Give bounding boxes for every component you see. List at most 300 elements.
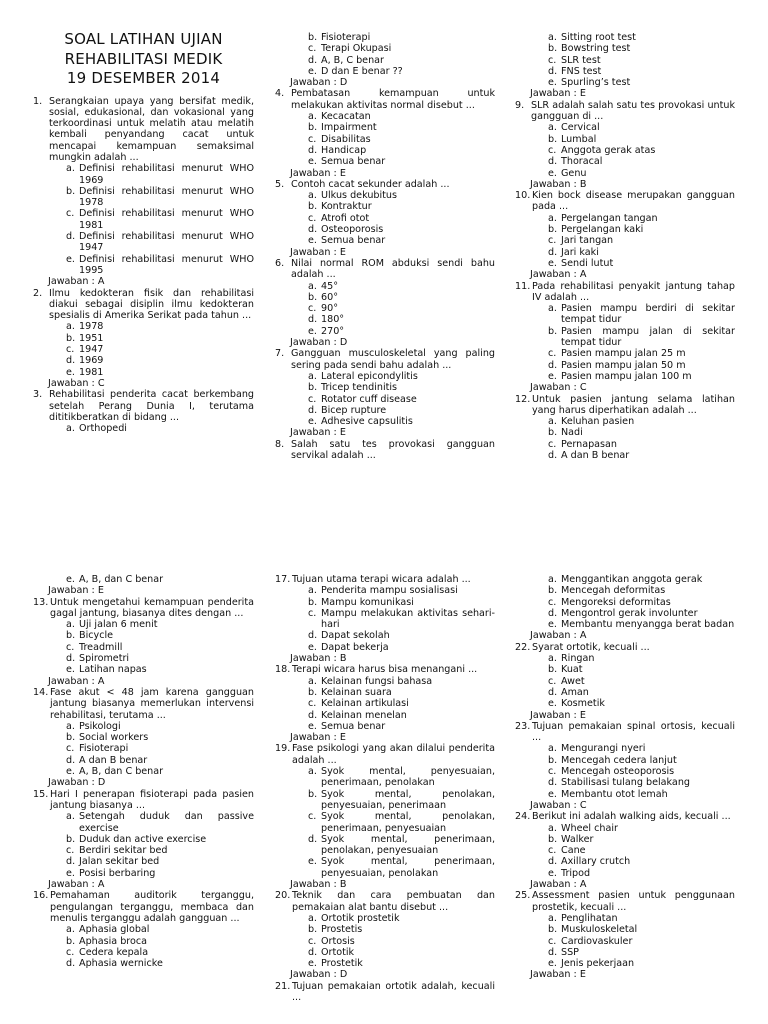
option-letter: a. xyxy=(548,122,557,134)
answer-key: Jawaban : A xyxy=(530,269,587,281)
answer-option xyxy=(308,190,495,201)
option-letter: a. xyxy=(308,585,317,597)
option-text: Axillary crutch xyxy=(561,856,631,868)
answer-option xyxy=(308,43,495,54)
answer-option xyxy=(308,201,495,212)
option-letter: c. xyxy=(66,208,75,220)
answer-option xyxy=(308,913,495,924)
option-text: Psikologi xyxy=(79,720,121,732)
answer-option xyxy=(66,868,254,879)
answer-option xyxy=(548,653,735,664)
option-text: Setengah duduk dan passive exercise xyxy=(79,811,254,834)
answer-option xyxy=(308,145,495,156)
option-letter: e. xyxy=(548,867,557,879)
option-letter: e. xyxy=(548,77,557,89)
answer-option xyxy=(308,111,495,122)
option-text: Kelainan fungsi bahasa xyxy=(321,675,433,687)
option-letter: c. xyxy=(308,43,317,55)
option-letter: b. xyxy=(66,332,76,344)
option-letter: e. xyxy=(66,766,75,778)
option-text: Spirometri xyxy=(79,653,130,665)
answer-key: Jawaban : D xyxy=(290,969,348,981)
option-text: Muskuloskeletal xyxy=(561,924,638,936)
question xyxy=(275,439,495,462)
option-text: 1951 xyxy=(79,332,104,344)
option-letter: a. xyxy=(66,924,75,936)
answer-option xyxy=(548,303,735,326)
option-text: Cervical xyxy=(561,122,600,134)
page-top-half xyxy=(0,30,768,500)
option-text: Pasien mampu jalan 25 m xyxy=(561,348,686,360)
question xyxy=(33,789,254,812)
answer-option xyxy=(548,585,735,596)
option-letter: a. xyxy=(308,111,317,123)
option-letter: b. xyxy=(548,224,558,236)
option-text: Mengurangi nyeri xyxy=(561,743,646,755)
option-letter: b. xyxy=(548,754,558,766)
answer-option xyxy=(548,574,735,585)
option-text: Lumbal xyxy=(561,133,597,145)
option-letter: c. xyxy=(66,845,75,857)
option-text: Social workers xyxy=(79,732,149,744)
option-text: FNS test xyxy=(561,65,602,77)
question-number: 15. xyxy=(33,788,49,800)
option-letter: b. xyxy=(308,596,318,608)
option-letter: d. xyxy=(548,607,558,619)
option-letter: e. xyxy=(308,65,317,77)
answer-key: Jawaban : C xyxy=(48,377,105,389)
option-text: Awet xyxy=(561,675,585,687)
question-text: Berikut ini adalah walking aids, kecuali ... xyxy=(532,811,731,823)
answer-option xyxy=(308,676,495,687)
option-letter: e. xyxy=(308,416,317,428)
option-letter: a. xyxy=(66,321,75,333)
answer-option xyxy=(308,924,495,935)
option-text: Bicep rupture xyxy=(321,404,387,416)
option-text: Menggantikan anggota gerak xyxy=(561,574,703,585)
option-letter: c. xyxy=(308,935,317,947)
question-text: SLR adalah salah satu tes provokasi untuk gangguan di ... xyxy=(531,99,735,123)
answer-option xyxy=(66,231,254,254)
answer-option xyxy=(308,32,495,43)
answer-option xyxy=(548,597,735,608)
option-letter: d. xyxy=(308,946,318,958)
option-letter: d. xyxy=(308,314,318,326)
option-letter: a. xyxy=(66,423,75,435)
question xyxy=(275,258,495,281)
option-letter: b. xyxy=(548,133,558,145)
answer-option xyxy=(548,450,735,461)
question-text: Terapi wicara harus bisa menangani ... xyxy=(292,664,478,676)
option-text: Aman xyxy=(561,686,589,698)
answer-key: Jawaban : E xyxy=(48,585,104,597)
question-number: 3. xyxy=(33,389,43,401)
question-number: 17. xyxy=(275,574,291,585)
question-number: 12. xyxy=(515,393,531,405)
question-number: 14. xyxy=(33,686,49,698)
option-text: Aphasia global xyxy=(79,924,150,936)
question-number: 5. xyxy=(275,178,285,190)
question xyxy=(275,981,495,1004)
answer-option xyxy=(548,145,735,156)
option-text: Thoracal xyxy=(561,156,603,168)
option-letter: a. xyxy=(548,912,557,924)
answer-option xyxy=(548,32,735,43)
answer-option xyxy=(548,936,735,947)
question xyxy=(33,890,254,924)
question xyxy=(33,687,254,721)
answer-option xyxy=(66,208,254,231)
answer-option xyxy=(66,936,254,947)
question-number: 10. xyxy=(515,190,531,202)
answer-option xyxy=(308,235,495,246)
question-text: Fase akut < 48 jam karena gangguan jantung biasanya memerlukan intervensi rehabilitasi, terutama ... xyxy=(50,686,254,721)
option-text: Definisi rehabilitasi menurut WHO 1969 xyxy=(79,163,254,186)
answer-option xyxy=(308,597,495,608)
answer-option xyxy=(66,845,254,856)
option-text: Kelainan suara xyxy=(321,686,392,698)
answer-option xyxy=(308,766,495,789)
option-text: Mengontrol gerak involunter xyxy=(561,607,698,619)
answer-option xyxy=(548,134,735,145)
option-text: Pasien mampu jalan di sekitar tempat tidur xyxy=(561,325,735,349)
question-text: Assessment pasien untuk penggunaan prostetik, kecuali ... xyxy=(532,890,735,913)
option-letter: e. xyxy=(308,325,317,337)
option-letter: c. xyxy=(66,641,75,653)
option-text: Walker xyxy=(561,833,594,845)
option-text: A dan B benar xyxy=(79,754,148,766)
option-letter: a. xyxy=(308,190,317,202)
option-text: Penglihatan xyxy=(561,912,618,924)
option-text: Genu xyxy=(561,167,587,179)
question-text: Pemahaman auditorik terganggu, pengulangan terganggu, membaca dan menulis terganggu adalah gangguan ... xyxy=(50,890,254,924)
option-text: Mampu komunikasi xyxy=(321,596,414,608)
answer-option xyxy=(548,777,735,788)
answer-option xyxy=(66,755,254,766)
answer-option xyxy=(548,156,735,167)
option-text: Pernapasan xyxy=(561,438,618,450)
option-text: Bicycle xyxy=(79,630,114,642)
option-letter: d. xyxy=(548,65,558,77)
option-text: Berdiri sekitar bed xyxy=(79,845,168,857)
answer-option xyxy=(548,43,735,54)
option-text: Duduk dan active exercise xyxy=(79,833,207,845)
option-letter: a. xyxy=(548,416,557,428)
option-text: Ringan xyxy=(561,653,595,665)
question-text: Hari I penerapan fisioterapi pada pasien jantung biasanya ... xyxy=(50,788,254,811)
option-text: Mencegah osteoporosis xyxy=(561,766,675,778)
question-number: 24. xyxy=(515,811,531,823)
option-text: Bowstring test xyxy=(561,43,631,55)
answer-option xyxy=(308,292,495,303)
option-text: Dapat sekolah xyxy=(321,630,390,642)
option-letter: c. xyxy=(308,698,317,710)
answer-option xyxy=(66,664,254,675)
answer-option xyxy=(66,423,254,434)
option-letter: b. xyxy=(308,686,318,698)
title-line: 19 DESEMBER 2014 xyxy=(66,69,221,87)
option-text: Kecacatan xyxy=(321,111,371,123)
option-text: D dan E benar ?? xyxy=(321,65,403,77)
option-letter: c. xyxy=(66,743,75,755)
option-text: 60° xyxy=(321,291,339,303)
question xyxy=(275,179,495,190)
question-number: 18. xyxy=(275,664,291,676)
document-title xyxy=(33,30,254,89)
answer-option xyxy=(548,947,735,958)
option-text: 1969 xyxy=(79,355,104,367)
option-letter: a. xyxy=(548,212,557,224)
option-letter: d. xyxy=(548,449,558,461)
question xyxy=(275,348,495,371)
answer-option xyxy=(308,856,495,879)
option-text: SLR test xyxy=(561,54,601,66)
question-number: 8. xyxy=(275,438,285,450)
answer-option xyxy=(548,247,735,258)
option-text: Syok mental, penolakan, penerimaan, penyesuaian xyxy=(321,811,495,834)
option-letter: b. xyxy=(308,788,318,800)
question xyxy=(515,394,735,417)
option-text: Ortosis xyxy=(321,935,355,947)
answer-option xyxy=(548,77,735,88)
option-letter: e. xyxy=(308,856,317,868)
column-3 xyxy=(515,574,735,981)
answer-key: Jawaban : B xyxy=(530,178,587,190)
answer-option xyxy=(66,321,254,332)
answer-option xyxy=(66,811,254,834)
answer-option xyxy=(66,254,254,277)
question-text: Serangkaian upaya yang bersifat medik, sosial, edukasional, dan vokasional yang terkoordinasi untuk melatih atau melatih kembali penyandang cacat untuk mencapai kemampuan semaksimal mungkin adalah ... xyxy=(49,95,254,163)
option-text: Ortotik prostetik xyxy=(321,912,400,924)
option-letter: b. xyxy=(548,585,558,597)
option-text: Syok mental, penerimaan, penyesuaian, penolakan xyxy=(321,856,495,879)
question-text: Fase psikologi yang akan dilalui penderita adalah ... xyxy=(292,743,495,766)
option-letter: a. xyxy=(548,32,557,43)
answer-option xyxy=(548,823,735,834)
answer-key: Jawaban : C xyxy=(530,382,587,394)
answer-option xyxy=(66,958,254,969)
option-letter: a. xyxy=(548,574,557,585)
answer-option xyxy=(66,619,254,630)
answer-option xyxy=(548,348,735,359)
answer-option xyxy=(308,303,495,314)
option-text: Aphasia wernicke xyxy=(79,958,163,970)
option-letter: c. xyxy=(548,935,557,947)
answer-key: Jawaban : B xyxy=(290,879,347,891)
option-text: Handicap xyxy=(321,144,367,156)
option-letter: e. xyxy=(66,867,75,879)
answer-option xyxy=(66,163,254,186)
question-text: Pembatasan kemampuan untuk melakukan aktivitas normal disebut ... xyxy=(291,88,495,111)
option-letter: c. xyxy=(548,235,557,247)
answer-option xyxy=(548,360,735,371)
question-number: 7. xyxy=(275,348,285,360)
option-text: Kontraktur xyxy=(321,201,372,213)
answer-option xyxy=(308,687,495,698)
option-letter: c. xyxy=(548,438,557,450)
option-text: Latihan napas xyxy=(79,664,147,676)
option-text: Cedera kepala xyxy=(79,946,149,958)
option-text: Jari tangan xyxy=(561,235,614,247)
option-letter: e. xyxy=(66,664,75,676)
answer-key: Jawaban : A xyxy=(48,879,105,891)
option-letter: a. xyxy=(308,675,317,687)
option-letter: a. xyxy=(548,743,557,755)
answer-option xyxy=(548,55,735,66)
answer-option xyxy=(66,721,254,732)
answer-option xyxy=(308,122,495,133)
option-letter: e. xyxy=(548,958,557,970)
option-letter: c. xyxy=(308,303,317,315)
option-letter: d. xyxy=(66,754,76,766)
option-letter: c. xyxy=(548,766,557,778)
answer-key: Jawaban : D xyxy=(290,337,348,349)
question xyxy=(275,574,495,585)
option-text: Semua benar xyxy=(321,156,386,168)
option-text: Syok mental, penerimaan, penolakan, penyesuaian xyxy=(321,833,495,857)
answer-option xyxy=(308,721,495,732)
answer-option xyxy=(308,710,495,721)
question-text: Tujuan utama terapi wicara adalah ... xyxy=(292,574,471,585)
option-text: Dapat bekerja xyxy=(321,641,389,653)
option-text: Membantu menyangga berat badan xyxy=(561,619,735,631)
option-text: Ortotik xyxy=(321,946,355,958)
option-letter: d. xyxy=(66,653,76,665)
question xyxy=(275,743,495,766)
question-text: Kien bock disease merupakan gangguan pada ... xyxy=(532,190,735,213)
option-text: Mengoreksi deformitas xyxy=(561,596,671,608)
option-text: Sendi lutut xyxy=(561,257,614,269)
answer-option xyxy=(548,66,735,77)
option-text: Aphasia broca xyxy=(79,935,148,947)
option-letter: a. xyxy=(66,619,75,631)
answer-option xyxy=(548,856,735,867)
column-1 xyxy=(33,30,254,434)
question xyxy=(515,642,735,653)
option-letter: e. xyxy=(548,698,557,710)
question-number: 23. xyxy=(515,720,531,732)
option-text: Rotator cuff disease xyxy=(321,393,417,405)
answer-option xyxy=(548,619,735,630)
answer-option xyxy=(548,371,735,382)
question-text: Tujuan pemakaian ortotik adalah, kecuali ... xyxy=(292,980,495,1003)
option-letter: a. xyxy=(66,811,75,823)
option-letter: b. xyxy=(308,291,318,303)
option-letter: a. xyxy=(66,720,75,732)
answer-option xyxy=(308,834,495,857)
answer-key: Jawaban : E xyxy=(290,427,346,439)
option-text: Fisioterapi xyxy=(79,743,129,755)
answer-option xyxy=(308,936,495,947)
answer-option xyxy=(308,213,495,224)
option-letter: c. xyxy=(548,675,557,687)
answer-option xyxy=(66,947,254,958)
option-text: Posisi berbaring xyxy=(79,867,156,879)
answer-option xyxy=(548,789,735,800)
option-text: Mampu melakukan aktivitas sehari-hari xyxy=(321,607,495,631)
option-letter: e. xyxy=(548,619,557,631)
answer-option xyxy=(308,947,495,958)
option-letter: b. xyxy=(66,185,76,197)
answer-option xyxy=(308,405,495,416)
option-text: Ulkus dekubitus xyxy=(321,190,398,202)
answer-option xyxy=(66,834,254,845)
option-letter: b. xyxy=(548,924,558,936)
answer-option xyxy=(548,122,735,133)
option-text: Osteoporosis xyxy=(321,224,384,236)
option-text: Tricep tendinitis xyxy=(321,382,398,394)
option-letter: b. xyxy=(308,122,318,134)
option-text: Treadmill xyxy=(79,641,123,653)
option-letter: d. xyxy=(308,833,318,845)
option-letter: d. xyxy=(308,224,318,236)
option-letter: b. xyxy=(548,664,558,676)
option-letter: b. xyxy=(308,924,318,936)
option-letter: e. xyxy=(548,370,557,382)
option-letter: e. xyxy=(308,156,317,168)
option-text: Jalan sekitar bed xyxy=(79,856,160,868)
answer-key: Jawaban : D xyxy=(48,777,106,789)
option-text: Keluhan pasien xyxy=(561,416,635,428)
option-letter: c. xyxy=(548,845,557,857)
option-letter: a. xyxy=(66,163,75,175)
answer-option xyxy=(308,811,495,834)
option-text: SSP xyxy=(561,946,579,958)
option-letter: b. xyxy=(308,201,318,213)
question-text: Ilmu kedokteran fisik dan rehabilitasi diakui sebagai disiplin ilmu kedokteran spesialis di Amerika Serikat pada tahun ... xyxy=(49,287,254,322)
answer-option xyxy=(66,642,254,653)
answer-option xyxy=(308,371,495,382)
option-text: Definisi rehabilitasi menurut WHO 1995 xyxy=(79,253,254,276)
question-number: 25. xyxy=(515,890,531,902)
answer-option xyxy=(308,134,495,145)
question xyxy=(33,288,254,322)
question-text: Tujuan pemakaian spinal ortosis, kecuali ... xyxy=(532,720,735,744)
option-letter: c. xyxy=(548,144,557,156)
option-letter: c. xyxy=(548,54,557,66)
option-text: Fisioterapi xyxy=(321,32,371,43)
title-line: SOAL LATIHAN UJIAN xyxy=(64,30,223,48)
option-text: Pasien mampu berdiri di sekitar tempat tidur xyxy=(561,303,735,326)
option-letter: d. xyxy=(548,856,558,868)
option-letter: d. xyxy=(308,54,318,66)
option-letter: e. xyxy=(308,235,317,247)
answer-option xyxy=(308,55,495,66)
option-text: Pasien mampu jalan 100 m xyxy=(561,370,692,382)
answer-key: Jawaban : A xyxy=(48,675,105,687)
answer-key: Jawaban : A xyxy=(530,879,587,891)
answer-option xyxy=(548,439,735,450)
option-text: Jenis pekerjaan xyxy=(561,958,635,970)
option-letter: a. xyxy=(308,280,317,292)
column-3 xyxy=(515,32,735,461)
answer-option xyxy=(548,213,735,224)
option-text: Atrofi otot xyxy=(321,212,370,224)
option-letter: b. xyxy=(548,833,558,845)
option-text: A, B, dan C benar xyxy=(79,574,164,585)
option-text: Sitting root test xyxy=(561,32,636,43)
option-text: Pergelangan tangan xyxy=(561,212,658,224)
option-text: Syok mental, penolakan, penyesuaian, penerimaan xyxy=(321,788,495,811)
answer-key: Jawaban : B xyxy=(290,653,347,665)
answer-option xyxy=(66,344,254,355)
answer-option xyxy=(548,845,735,856)
question xyxy=(33,389,254,423)
answer-key: Jawaban : A xyxy=(48,276,105,288)
question-number: 19. xyxy=(275,743,291,755)
option-letter: b. xyxy=(548,43,558,55)
option-text: A, B, dan C benar xyxy=(79,766,164,778)
